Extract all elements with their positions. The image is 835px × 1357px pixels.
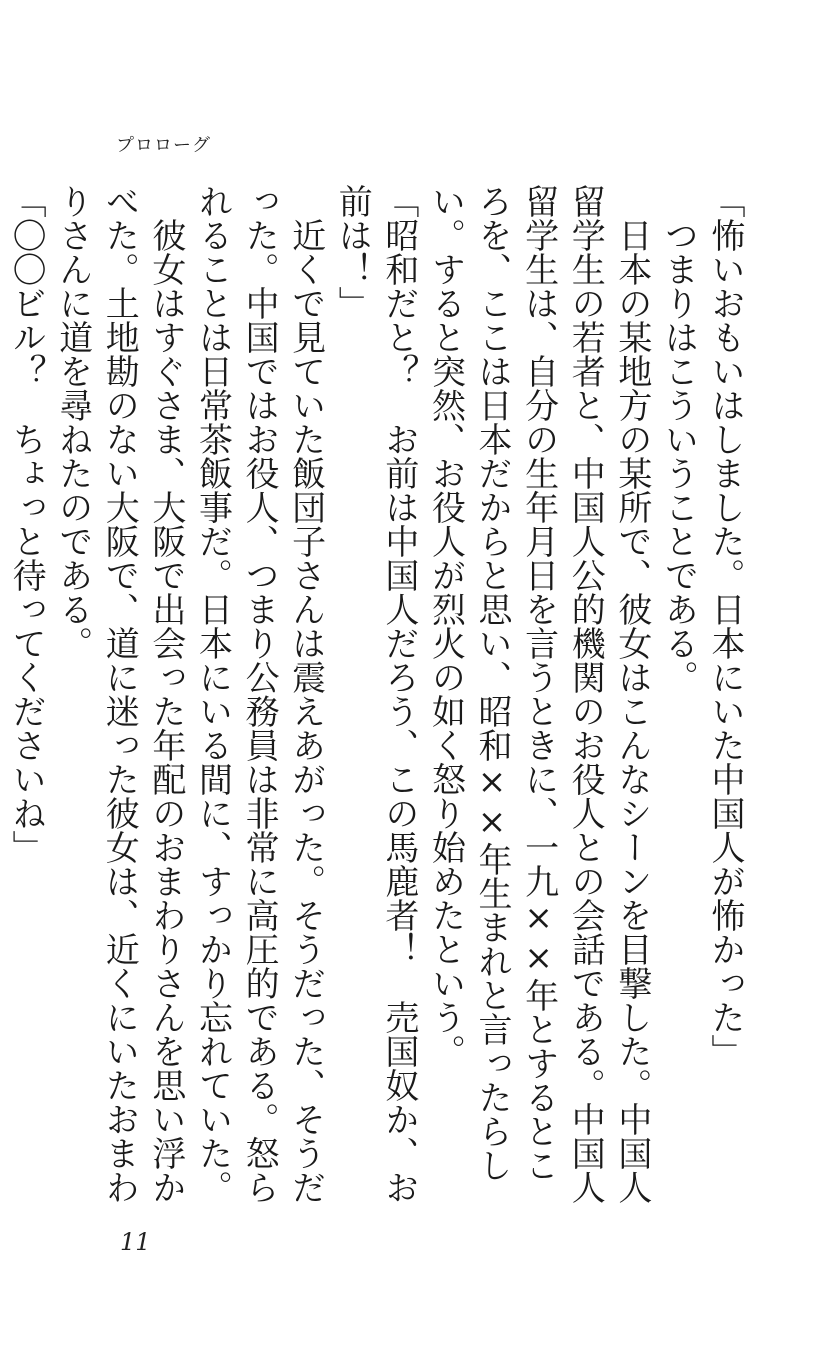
paragraph-8 — [0, 184, 3, 1214]
paragraph-4: 「昭和だと？ お前は中国人だろう、この馬鹿者！ 売国奴か、お前は！」 — [332, 184, 419, 1204]
paragraph-3: 日本の某地方の某所で、彼女はこんなシーンを目撃した。中国人留学生の若者と、中国人公的機関のお役人との会話である。中国人留学生は、自分の生年月日を言うときに、一九××年とするところを、ここは日本だからと思い、昭和××年生まれと言ったらしい。すると突然、お役人が烈火の如く怒り始めたという。 — [425, 184, 652, 1204]
paragraph-5: 近くで見ていた飯団子さんは震えあがった。そうだった、そうだった。中国ではお役人、つまり公務員は非常に高圧的である。怒られることは日常茶飯事だ。日本にいる間に、すっかり忘れていた。 — [192, 184, 326, 1204]
paragraph-6: 彼女はすぐさま、大阪で出会った年配のおまわりさんを思い浮かべた。土地勘のない大阪で、道に迷った彼女は、近くにいたおまわりさんに道を尋ねたのである。 — [52, 184, 186, 1204]
paragraph-1: 「怖いおもいはしました。日本にいた中国人が怖かった」 — [705, 184, 745, 1068]
body-text — [6, 184, 748, 1214]
chapter-title: プロローグ — [116, 135, 211, 156]
page-number: 11 — [120, 1228, 151, 1256]
paragraph-2: つまりはこういうことである。 — [658, 218, 699, 694]
paragraph-7: 「〇〇ビル？ ちょっと待ってくださいね」 — [6, 184, 47, 864]
